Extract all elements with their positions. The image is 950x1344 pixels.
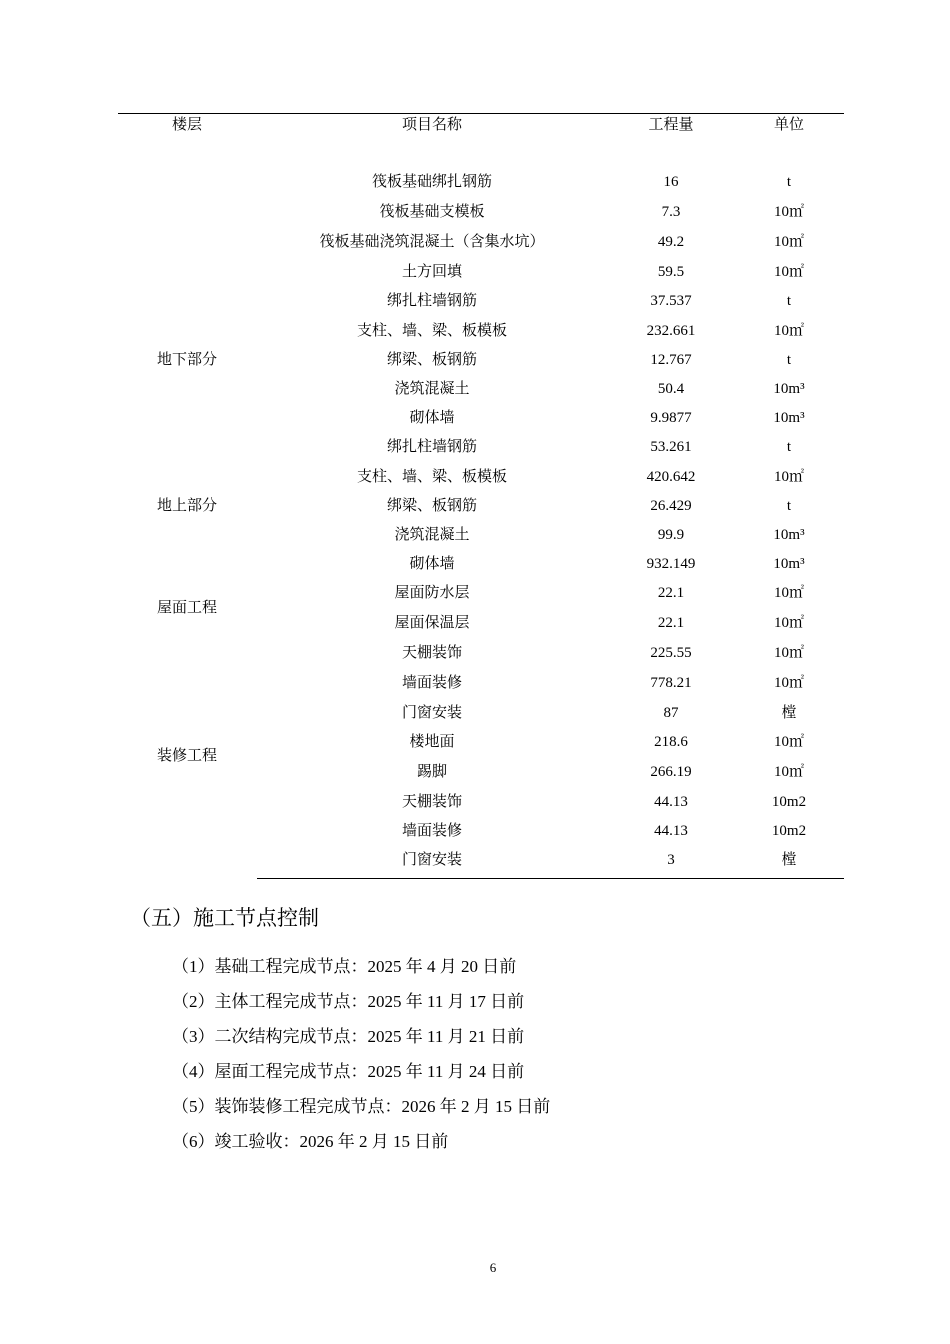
- cell-item-name: 支柱、墙、梁、板模板: [356, 323, 508, 339]
- cell-item-name: 屋面防水层: [394, 585, 470, 601]
- milestone-item: （2）主体工程完成节点：2025 年 11 月 17 日前: [172, 992, 525, 1011]
- cell-unit: 樘: [781, 852, 797, 868]
- group-label-roofing: 屋面工程: [156, 600, 218, 616]
- cell-quantity: 225.55: [650, 645, 692, 661]
- group-label-decoration: 装修工程: [156, 748, 218, 764]
- cell-unit: t: [786, 293, 792, 309]
- cell-quantity: 3: [667, 852, 675, 868]
- cell-unit: 10㎡: [773, 204, 805, 220]
- cell-unit: 10㎡: [773, 264, 805, 280]
- cell-item-name: 楼地面: [409, 734, 455, 750]
- group-label-underground: 地下部分: [156, 352, 218, 368]
- cell-unit: t: [786, 174, 792, 190]
- cell-unit: 10m2: [771, 794, 807, 810]
- cell-unit: 10㎡: [773, 323, 805, 339]
- cell-unit: 10㎡: [773, 469, 805, 485]
- cell-item-name: 屋面保温层: [394, 615, 470, 631]
- cell-quantity: 44.13: [654, 823, 688, 839]
- cell-item-name: 绑扎柱墙钢筋: [386, 293, 478, 309]
- cell-item-name: 绑梁、板钢筋: [386, 352, 478, 368]
- cell-quantity: 49.2: [657, 234, 685, 250]
- cell-item-name: 绑扎柱墙钢筋: [386, 439, 478, 455]
- cell-quantity: 37.537: [650, 293, 692, 309]
- cell-item-name: 砌体墙: [409, 410, 455, 426]
- header-item-name: 项目名称: [401, 117, 463, 133]
- cell-unit: 10㎡: [773, 234, 805, 250]
- cell-quantity: 420.642: [646, 469, 696, 485]
- cell-item-name: 土方回填: [401, 264, 463, 280]
- cell-quantity: 59.5: [657, 264, 685, 280]
- cell-unit: 10m³: [773, 556, 805, 572]
- cell-item-name: 墙面装修: [401, 675, 463, 691]
- cell-item-name: 绑梁、板钢筋: [386, 498, 478, 514]
- group-label-aboveground: 地上部分: [156, 498, 218, 514]
- cell-unit: 10㎡: [773, 645, 805, 661]
- cell-quantity: 22.1: [657, 585, 685, 601]
- section-heading: （五）施工节点控制: [130, 906, 319, 930]
- cell-unit: 10㎡: [773, 764, 805, 780]
- table-top-rule: [118, 113, 844, 114]
- cell-quantity: 12.767: [650, 352, 692, 368]
- cell-item-name: 浇筑混凝土: [394, 381, 470, 397]
- header-unit: 单位: [773, 117, 805, 133]
- cell-item-name: 天棚装饰: [401, 645, 463, 661]
- cell-unit: 10m³: [773, 410, 805, 426]
- cell-unit: t: [786, 352, 792, 368]
- cell-unit: 10㎡: [773, 675, 805, 691]
- cell-quantity: 22.1: [657, 615, 685, 631]
- cell-unit: 10m³: [773, 381, 805, 397]
- milestone-item: （3）二次结构完成节点：2025 年 11 月 21 日前: [172, 1027, 525, 1046]
- cell-unit: t: [786, 439, 792, 455]
- cell-quantity: 87: [663, 705, 679, 721]
- table-bottom-rule: [257, 878, 844, 879]
- cell-item-name: 门窗安装: [401, 852, 463, 868]
- cell-unit: 10㎡: [773, 734, 805, 750]
- cell-unit: t: [786, 498, 792, 514]
- cell-quantity: 7.3: [661, 204, 681, 220]
- cell-quantity: 99.9: [657, 527, 685, 543]
- cell-unit: 樘: [781, 705, 797, 721]
- cell-quantity: 50.4: [657, 381, 685, 397]
- cell-item-name: 筏板基础绑扎钢筋: [371, 174, 493, 190]
- cell-quantity: 26.429: [650, 498, 692, 514]
- cell-item-name: 砌体墙: [409, 556, 455, 572]
- cell-item-name: 门窗安装: [401, 705, 463, 721]
- cell-quantity: 44.13: [654, 794, 688, 810]
- cell-quantity: 53.261: [650, 439, 692, 455]
- cell-item-name: 踢脚: [416, 764, 448, 780]
- cell-item-name: 天棚装饰: [401, 794, 463, 810]
- cell-unit: 10m2: [771, 823, 807, 839]
- header-floor: 楼层: [171, 117, 203, 133]
- cell-quantity: 266.19: [650, 764, 692, 780]
- cell-item-name: 浇筑混凝土: [394, 527, 470, 543]
- cell-item-name: 筏板基础支模板: [379, 204, 485, 220]
- cell-quantity: 778.21: [650, 675, 692, 691]
- page-number: 6: [489, 1260, 497, 1275]
- cell-quantity: 932.149: [646, 556, 696, 572]
- milestone-item: （1）基础工程完成节点：2025 年 4 月 20 日前: [172, 957, 517, 976]
- milestone-item: （5）装饰装修工程完成节点：2026 年 2 月 15 日前: [172, 1097, 551, 1116]
- cell-unit: 10㎡: [773, 615, 805, 631]
- cell-item-name: 支柱、墙、梁、板模板: [356, 469, 508, 485]
- cell-quantity: 16: [663, 174, 679, 190]
- milestone-item: （6）竣工验收：2026 年 2 月 15 日前: [172, 1132, 449, 1151]
- cell-item-name: 墙面装修: [401, 823, 463, 839]
- cell-quantity: 218.6: [654, 734, 688, 750]
- cell-unit: 10㎡: [773, 585, 805, 601]
- cell-unit: 10m³: [773, 527, 805, 543]
- cell-item-name: 筏板基础浇筑混凝土（含集水坑）: [319, 234, 545, 250]
- cell-quantity: 232.661: [646, 323, 696, 339]
- header-quantity: 工程量: [648, 117, 694, 133]
- cell-quantity: 9.9877: [650, 410, 692, 426]
- milestone-item: （4）屋面工程完成节点：2025 年 11 月 24 日前: [172, 1062, 525, 1081]
